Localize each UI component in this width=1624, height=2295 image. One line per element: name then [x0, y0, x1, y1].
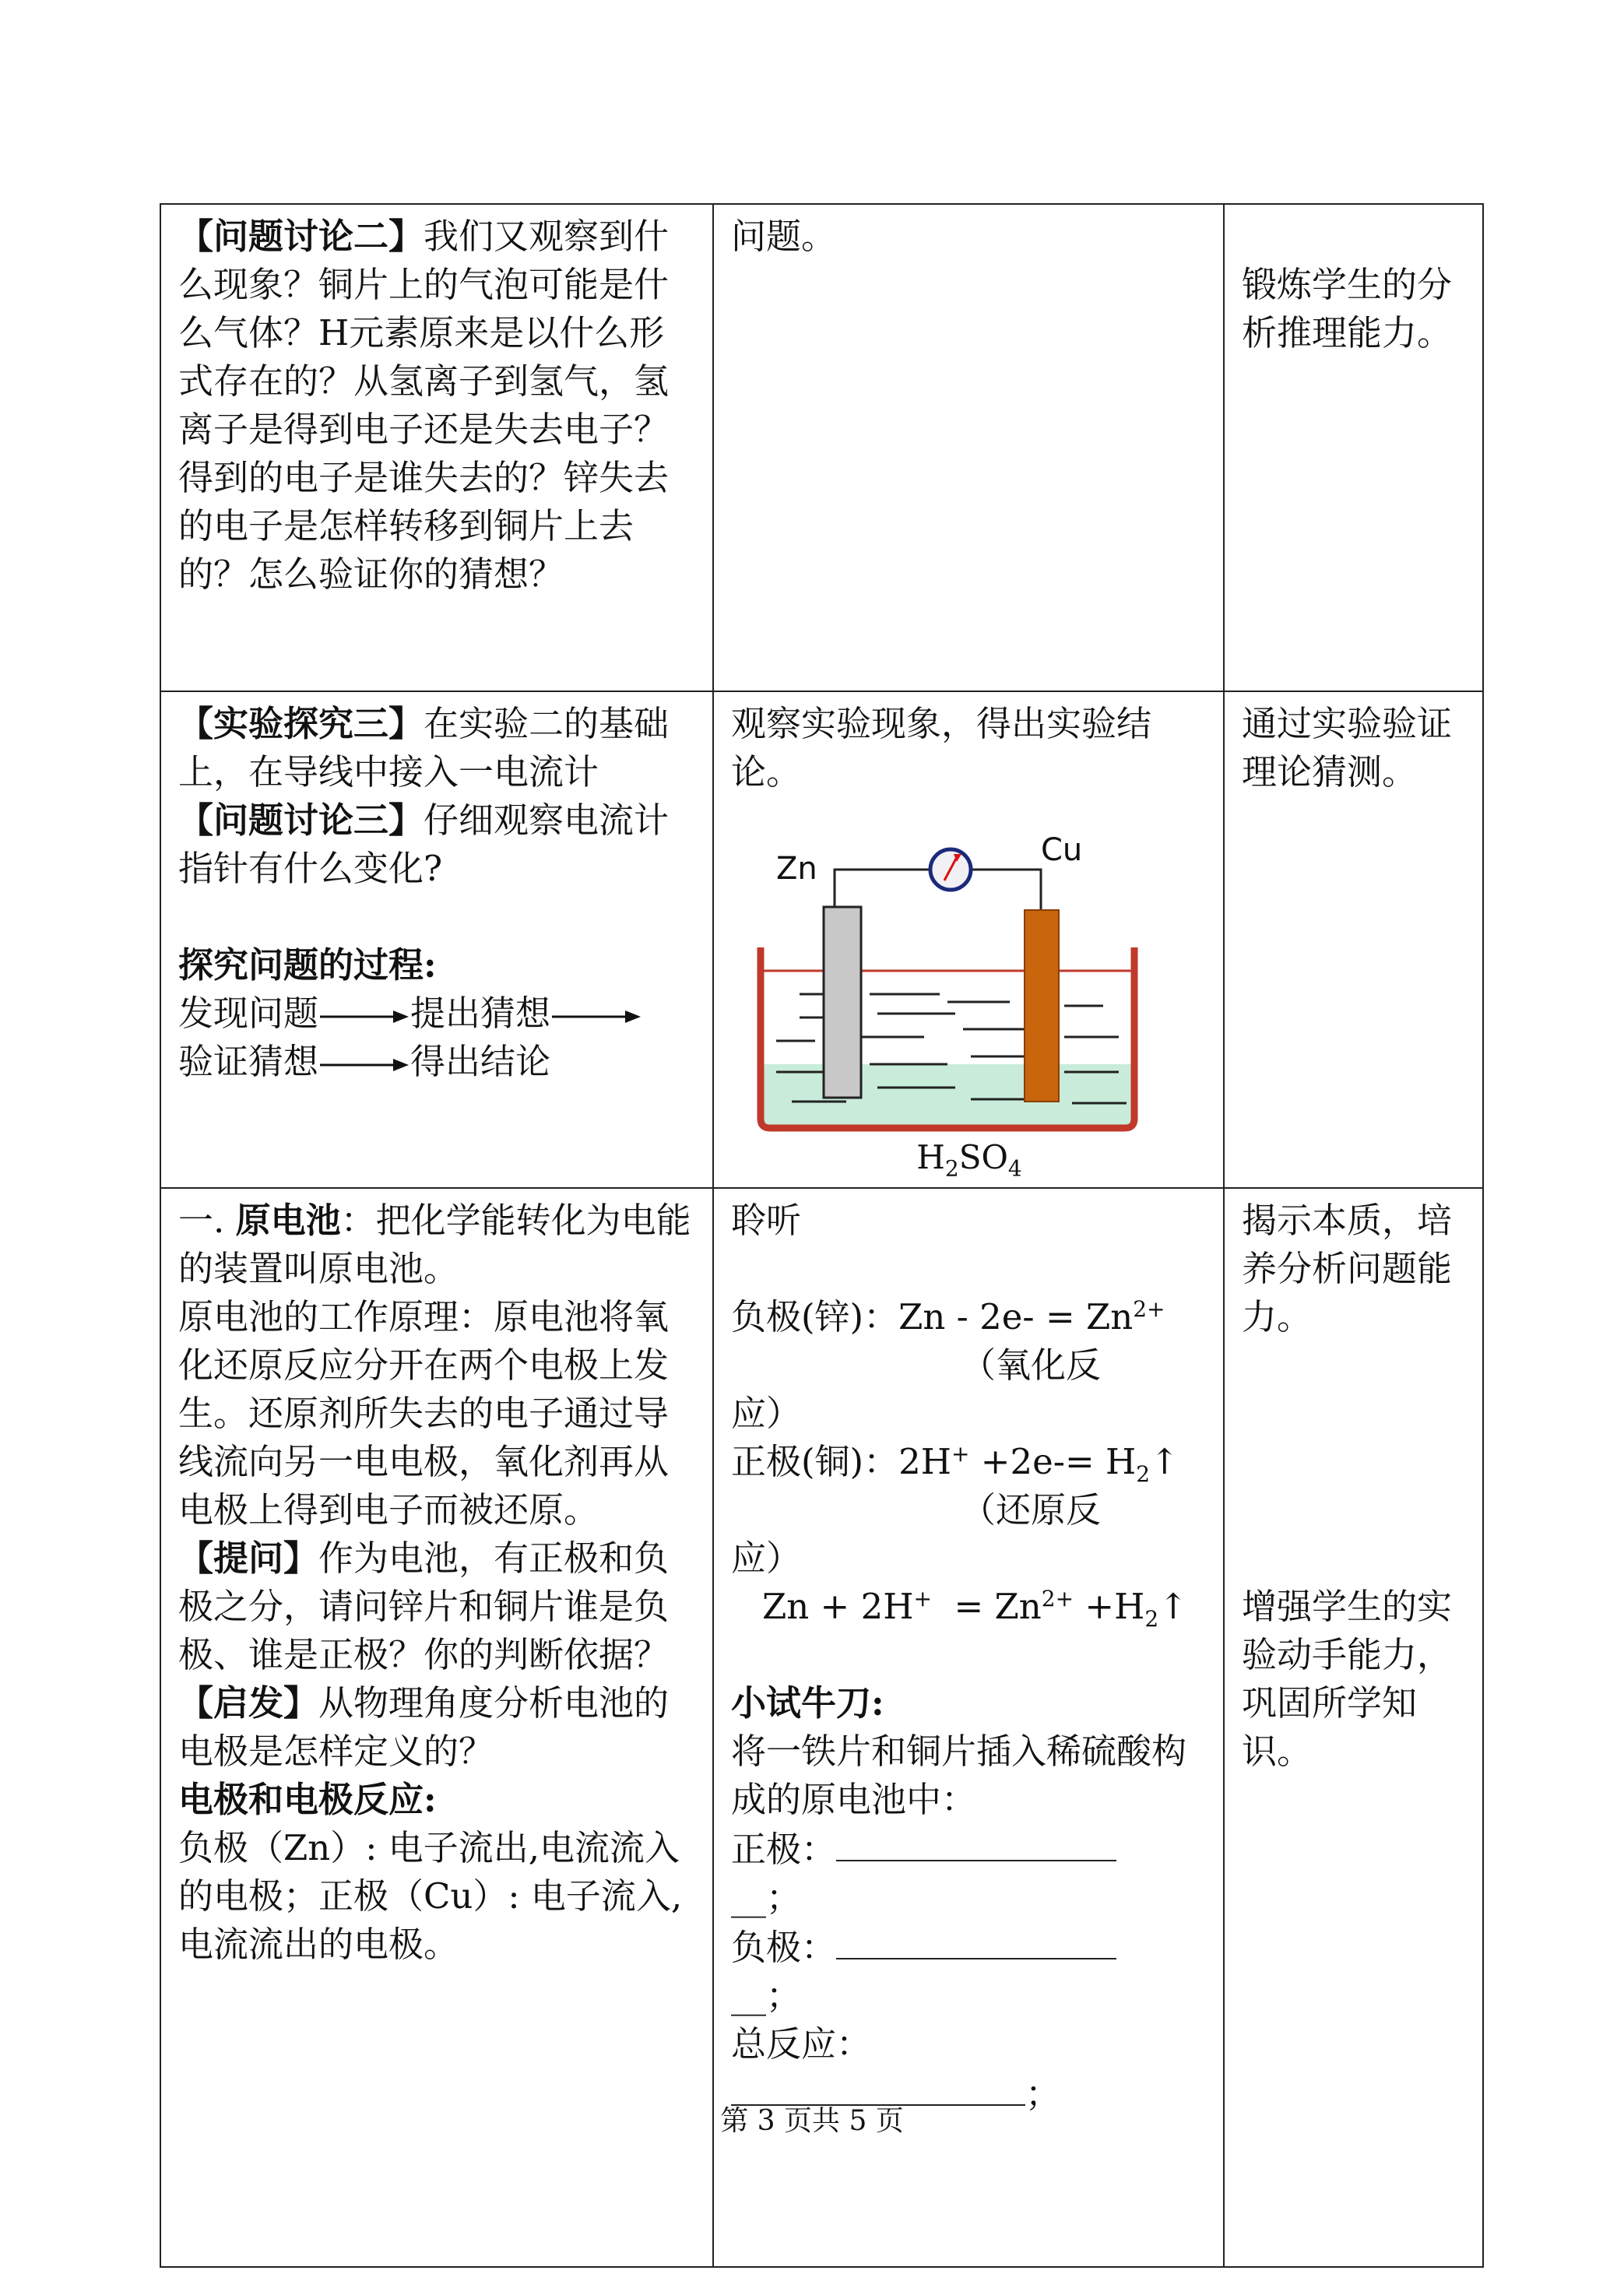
student-text: 问题。: [731, 216, 837, 257]
experiment-tag: 【实验探究三】: [178, 703, 424, 744]
page-footer: 第 3 页共 5 页: [720, 2105, 904, 2137]
total-answer-label: 总反应：: [731, 2023, 872, 2065]
student-activity-cell: [713, 204, 1224, 691]
wire-left: [835, 870, 933, 909]
total-answer-line: ；: [731, 2068, 1207, 2118]
lesson-plan-table: [160, 203, 1484, 2268]
arrow-right-icon: [318, 1008, 410, 1025]
discussion-text: 我们又观察到什么现象？铜片上的气泡可能是什么气体？H元素原来是以什么形式存在的？从氢离子到氢气，氢离子是得到电子还是失去电子？得到的电子是谁失去的？锌失去的电子是怎样转移到铜片上去的？怎么验证你的猜想？: [178, 216, 670, 595]
intent-text: 增强学生的实验动手能力，巩固所学知识。: [1242, 1586, 1453, 1772]
process-heading: 探究问题的过程:: [178, 944, 437, 986]
negative-electrode-equation: 负极(锌)：$Zn - 2e- = Zn^{2+}$: [731, 1296, 1165, 1337]
galvanometer-icon: [930, 849, 971, 890]
spacer: [731, 1631, 1207, 1679]
positive-answer-line: 正极：: [731, 1824, 1207, 1874]
galvanic-cell-diagram: [753, 807, 1158, 1134]
intent-text: 锻炼学生的分析推理能力。: [1242, 264, 1453, 353]
design-intent-cell: [1224, 204, 1483, 691]
discussion-tag: 【问题讨论三】: [178, 800, 424, 841]
intent-text: 揭示本质，培养分析问题能力。: [1242, 1200, 1453, 1337]
exercise-heading: 小试牛刀:: [731, 1682, 884, 1724]
term-heading: 原电池: [235, 1200, 341, 1241]
answer-blank[interactable]: [836, 1922, 1116, 1959]
flow-step: 得出结论: [410, 1041, 551, 1082]
spacer: [1242, 213, 1467, 261]
design-intent-cell: [1224, 691, 1483, 1188]
hint-text: 从物理角度分析电池的电极是怎样定义的？: [178, 1682, 670, 1772]
answer-blank[interactable]: [836, 1824, 1116, 1861]
positive-electrode-equation: 正极(铜)：$2H^+ +2e-= H_2↑$: [731, 1441, 1179, 1487]
spacer: [178, 893, 697, 941]
intent-text: 通过实验验证理论猜测。: [1242, 703, 1453, 793]
question-text: 作为电池，有正极和负极之分，请问锌片和铜片谁是负极、谁是正极？你的判断依据？: [178, 1538, 670, 1675]
reduction-label-cont: 应）: [731, 1538, 802, 1579]
solution-lower: [762, 1064, 1131, 1126]
student-text: 观察实验现象，得出实验结论。: [731, 703, 1152, 793]
electrode-heading: 电极和电极反应:: [178, 1779, 437, 1820]
arrow-right-icon: [318, 1056, 410, 1074]
spacer: [731, 1245, 1207, 1293]
zinc-electrode: [824, 907, 861, 1098]
experiment-text: 在实验二的基础上，在导线中接入一电流计: [178, 703, 670, 793]
student-activity-cell: [713, 691, 1224, 1188]
table-row: [160, 204, 1483, 691]
definition-text: ：把化学能转化为电能的装置叫原电池。: [178, 1200, 691, 1289]
blank-continuation: __；: [731, 1975, 802, 2016]
question-tag: 【提问】: [178, 1538, 319, 1579]
listen-text: 聆听: [731, 1200, 802, 1241]
oxidation-label-cont: 应）: [731, 1393, 802, 1434]
electrolyte-caption: $H_2SO_4$: [916, 1138, 1022, 1182]
discussion-text: 仔细观察电流计指针有什么变化?: [178, 800, 670, 889]
flow-step: 发现问题: [178, 993, 319, 1034]
electrode-text: 负极（Zn）: 电子流出,电流流入的电极；正极（Cu）: 电子流入,电流流出的电极。: [178, 1827, 683, 1965]
negative-answer-line: 负极：: [731, 1922, 1207, 1972]
total-equation: $Zn + 2H^+ = Zn^{2+}$ $+H_2↑$: [762, 1586, 1188, 1632]
cu-label: Cu: [1041, 832, 1083, 868]
spacer: [1242, 1341, 1467, 1583]
wire-right: [968, 870, 1041, 912]
flow-step: 验证猜想: [178, 1041, 319, 1082]
blank-continuation: __；: [731, 1877, 802, 1918]
flow-step: 提出猜想: [410, 993, 551, 1034]
teacher-activity-cell: [160, 691, 713, 1188]
table-row: [160, 691, 1483, 1188]
zn-label: Zn: [776, 851, 817, 887]
teacher-activity-cell: [160, 204, 713, 691]
process-flow-line-2: [178, 1038, 697, 1086]
process-flow-line-1: [178, 989, 697, 1038]
section-number: 一.: [178, 1200, 236, 1241]
discussion-tag: 【问题讨论二】: [178, 216, 424, 257]
reduction-label: （还原反: [961, 1489, 1102, 1531]
oxidation-label: （氧化反: [961, 1344, 1102, 1386]
principle-text: 原电池的工作原理：原电池将氧化还原反应分开在两个电极上发生。还原剂所失去的电子通过导线流向另一电电极，氧化剂再从电极上得到电子而被还原。: [178, 1296, 670, 1531]
hint-tag: 【启发】: [178, 1682, 319, 1724]
exercise-text: 将一铁片和铜片插入稀硫酸构成的原电池中：: [731, 1731, 1187, 1820]
arrow-right-icon: [550, 1008, 642, 1025]
copper-electrode: [1025, 910, 1059, 1102]
